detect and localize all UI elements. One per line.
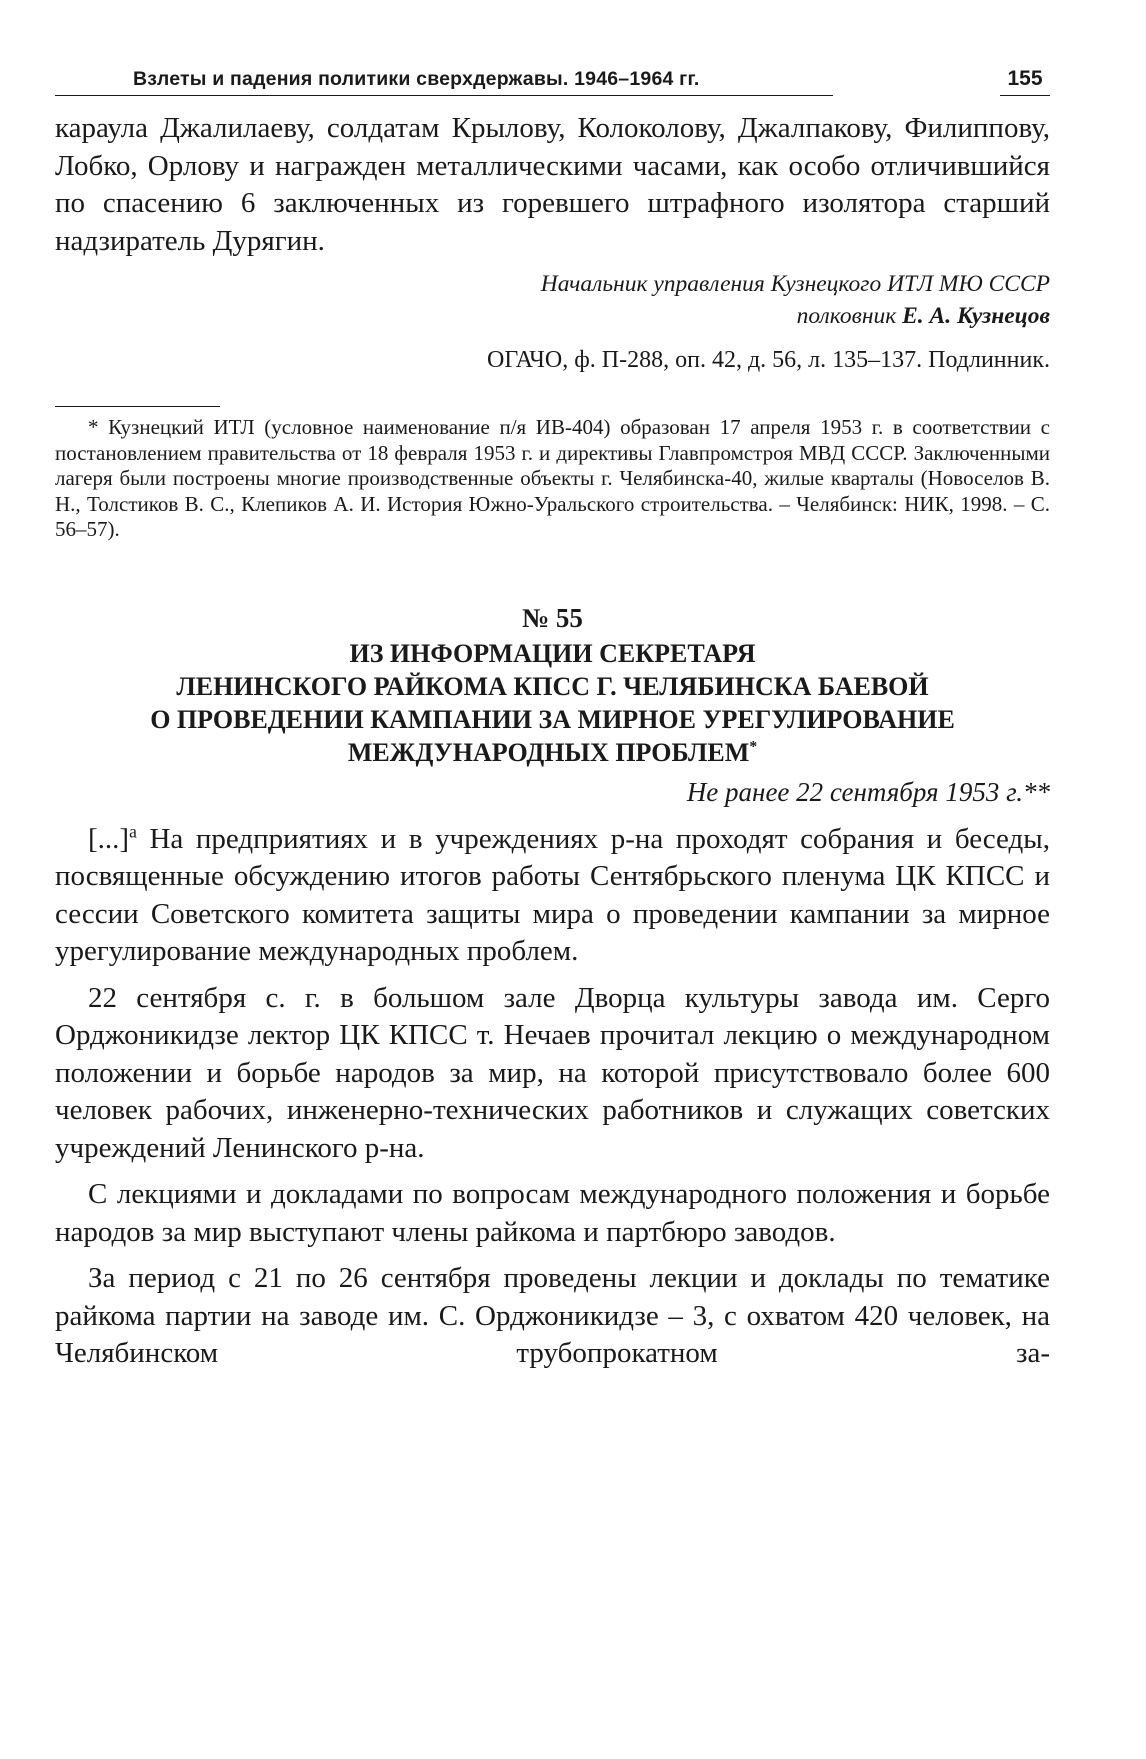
book-page <box>55 60 1050 1373</box>
textual-note-mark: а <box>129 820 137 841</box>
page-number: 155 <box>1000 67 1050 96</box>
document-date: Не ранее 22 сентября 1953 г.** <box>686 776 1050 807</box>
document-title <box>55 637 1050 769</box>
signature-name: Е. А. Кузнецов <box>902 303 1050 329</box>
omission-bracket: [...] <box>88 822 130 855</box>
document-number: № 55 <box>522 602 583 633</box>
signature-line <box>55 300 1050 332</box>
running-header-title: Взлеты и падения политики сверхдержавы. 1946–1964 гг. <box>55 68 833 96</box>
document-title-line <box>55 736 1050 769</box>
document-title-line: ЛЕНИНСКОГО РАЙКОМА КПСС Г. ЧЕЛЯБИНСКА БАЕВОЙ <box>176 671 929 701</box>
body-paragraph: С лекциями и докладами по вопросам международного положения и борьбе народов за мир выступают члены райкома и партбюро заводов. <box>55 1178 1050 1248</box>
continuation-paragraph: караула Джалилаеву, солдатам Крылову, Колоколову, Джалпакову, Филиппову, Лобко, Орлову и награжден металлическими часами, как особо отличившийся по спасению 6 заключенных из горевшего штрафного изолятора старший надзиратель Дурягин. <box>55 112 1050 257</box>
document-title-line: О ПРОВЕДЕНИИ КАМПАНИИ ЗА МИРНОЕ УРЕГУЛИРОВАНИЕ <box>150 704 955 734</box>
running-header <box>55 60 1050 96</box>
body-paragraph-text: На предприятиях и в учреждениях р-на проходят собрания и беседы, посвященные обсуждению итогов работы Сентябрьского пленума ЦК КПСС и сессии Советского комитета защиты мира о проведении кампании за мирное урегулирование международных проблем. <box>55 822 1050 967</box>
signature-position: Начальник управления Кузнецкого ИТЛ МЮ СССР <box>540 271 1050 297</box>
document-title-text: МЕЖДУНАРОДНЫХ ПРОБЛЕМ <box>347 737 750 767</box>
title-footnote-mark: * <box>749 737 758 755</box>
archive-reference: ОГАЧО, ф. П-288, оп. 42, д. 56, л. 135–137. Подлинник. <box>487 347 1050 373</box>
document-title-line: ИЗ ИНФОРМАЦИИ СЕКРЕТАРЯ <box>349 638 756 668</box>
signature-rank: полковник <box>796 303 897 329</box>
footnote-divider <box>55 406 220 407</box>
footnote: * Кузнецкий ИТЛ (условное наименование п/я ИВ-404) образован 17 апреля 1953 г. в соответствии с постановлением правительства от 18 февраля 1953 г. и директивы Главпромстроя МВД СССР. Заключенными лагеря были построены многие производственные объекты г. Челябинска-40, жилые кварталы (Новоселов В. Н., Толстиков В. С., Клепиков А. И. История Южно-Уральского строительства. – Челябинск: НИК, 1998. – С. 56–57). <box>55 415 1050 541</box>
body-paragraph <box>55 821 1050 971</box>
body-paragraph: 22 сентября с. г. в большом зале Дворца культуры завода им. Серго Орджоникидзе лектор ЦК КПСС т. Нечаев прочитал лекцию о международном положении и борьбе народов за мир, на которой присутствовало более 600 человек рабочих, инженерно-технических работников и служащих советских учреждений Ленинского р-на. <box>55 981 1050 1164</box>
body-paragraph: За период с 21 по 26 сентября проведены лекции и доклады по тематике райкома партии на заводе им. С. Орджоникидзе – 3, с охватом 420 человек, на Челябинском трубопрокатном за- <box>55 1262 1050 1369</box>
